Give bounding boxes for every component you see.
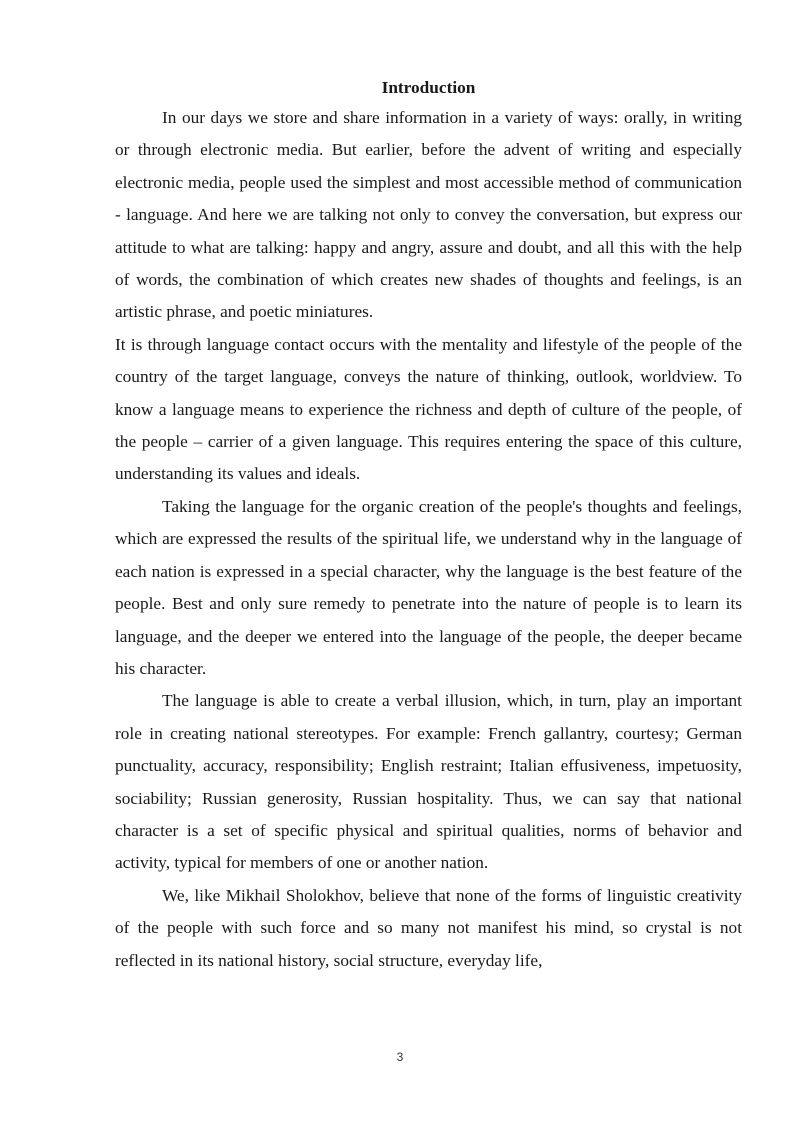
paragraph-4: The language is able to create a verbal illusion, which, in turn, play an important role in creating national stereotypes. For example: French gallantry, courtesy; German punctuality, accuracy, responsibility; English restraint; Italian effusiveness, impetuosity, sociability; Russian generosity, Russian hospitality. Thus, we can say that national character is a set of specific physical and spiritual qualities, norms of behavior and activity, typical for members of one or another nation. [115,691,742,873]
paragraph-2: It is through language contact occurs with the mentality and lifestyle of the people of the country of the target language, conveys the nature of thinking, outlook, worldview. To know a language means to experience the richness and depth of culture of the people, of the people – carrier of a given language. This requires entering the space of this culture, understanding its values and ideals. [115,334,742,484]
section-title: Introduction [381,78,476,97]
paragraph-3: Taking the language for the organic creation of the people's thoughts and feelings, which are expressed the results of the spiritual life, we understand why in the language of each nation is expressed in a special character, why the language is the best feature of the people. Best and only sure remedy to penetrate into the nature of people is to learn its language, and the deeper we entered into the language of the people, the deeper became his character. [115,496,742,678]
page-number: 3 [396,1050,404,1064]
paragraph-5: We, like Mikhail Sholokhov, believe that none of the forms of linguistic creativity of the people with such force and so many not manifest his mind, so crystal is not reflected in its national history, social structure, everyday life, [115,885,742,970]
paragraph-1: In our days we store and share information in a variety of ways: orally, in writing or through electronic media. But earlier, before the advent of writing and especially electronic media, people used the simplest and most accessible method of communication - language. And here we are talking not only to convey the conversation, but express our attitude to what are talking: happy and angry, assure and doubt, and all this with the help of words, the combination of which creates new shades of thoughts and feelings, is an artistic phrase, and poetic miniatures. [115,108,742,322]
page-content [115,74,742,977]
